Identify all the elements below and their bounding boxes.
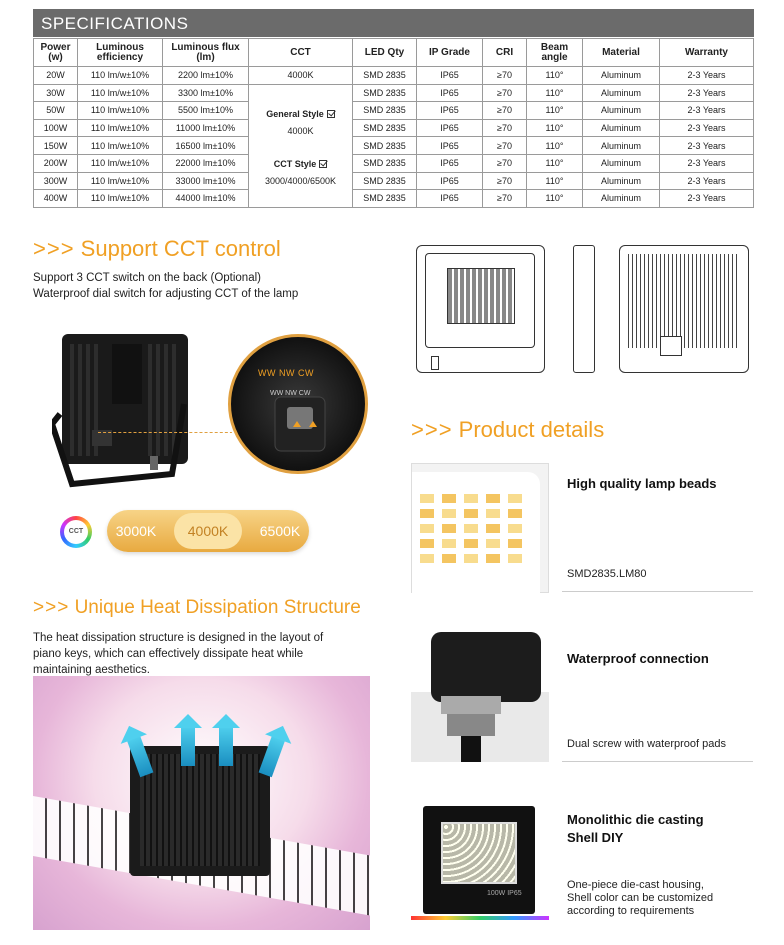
spec-cell-efficiency: 110 lm/w±10%	[78, 190, 163, 208]
detail-sub-shell: One-piece die-cast housing, Shell color can be customized according to requirements	[567, 879, 714, 917]
general-style-label: General Style	[266, 108, 324, 119]
col-material: Material	[583, 39, 660, 67]
cct-option-6500k: 6500K	[259, 523, 301, 539]
cct-line-2: Waterproof dial switch for adjusting CCT of the lamp	[33, 288, 299, 300]
spec-row	[34, 190, 754, 208]
cct-description	[33, 270, 298, 302]
spec-cell-cri: ≥70	[483, 190, 527, 208]
col-warranty: Warranty	[660, 39, 754, 67]
spec-cell-ip: IP65	[417, 154, 483, 172]
spec-cell-efficiency: 110 lm/w±10%	[78, 67, 163, 85]
spec-row	[34, 172, 754, 190]
cct-option-3000k: 3000K	[115, 523, 157, 539]
cct-option-4000k: 4000K	[174, 513, 242, 549]
col-led: LED Qty	[353, 39, 417, 67]
divider	[562, 591, 753, 592]
spec-cell-beam: 110°	[527, 84, 583, 102]
detail-sub-waterproof: Dual screw with waterproof pads	[567, 738, 726, 750]
spec-cell-power: 400W	[34, 190, 78, 208]
details-heading-text: Product details	[458, 417, 605, 442]
col-flux: Luminous flux (lm)	[163, 39, 249, 67]
col-beam: Beam angle	[527, 39, 583, 67]
spec-title: SPECIFICATIONS	[33, 9, 754, 37]
spec-cell-beam: 110°	[527, 154, 583, 172]
spec-cell-power: 20W	[34, 67, 78, 85]
spec-cell-cri: ≥70	[483, 172, 527, 190]
cct-rainbow-icon	[60, 516, 92, 548]
cct-heading-text: Support CCT control	[80, 236, 281, 261]
spec-row	[34, 84, 754, 102]
spec-cell-power: 200W	[34, 154, 78, 172]
spec-cell-cri: ≥70	[483, 154, 527, 172]
spec-cell-warranty: 2-3 Years	[660, 84, 754, 102]
spec-row	[34, 119, 754, 137]
spec-cell-material: Aluminum	[583, 190, 660, 208]
spec-cell-power: 100W	[34, 119, 78, 137]
spec-cell-cri: ≥70	[483, 84, 527, 102]
spec-cell-material: Aluminum	[583, 154, 660, 172]
heat-arrow-icon	[219, 726, 233, 766]
back-view-drawing	[619, 245, 749, 373]
detail-title-beads: High quality lamp beads	[567, 476, 717, 491]
detail-title-shell: Monolithic die casting Shell DIY	[567, 812, 704, 845]
spec-cell-warranty: 2-3 Years	[660, 172, 754, 190]
cct-options	[107, 510, 309, 552]
spec-cell-led: SMD 2835	[353, 154, 417, 172]
spec-cell-flux: 5500 lm±10%	[163, 102, 249, 120]
col-efficiency: Luminous efficiency	[78, 39, 163, 67]
spec-cell-efficiency: 110 lm/w±10%	[78, 84, 163, 102]
spec-cell-material: Aluminum	[583, 84, 660, 102]
spec-row	[34, 102, 754, 120]
spec-cell-flux: 22000 lm±10%	[163, 154, 249, 172]
spec-cell-warranty: 2-3 Years	[660, 190, 754, 208]
spec-cell-efficiency: 110 lm/w±10%	[78, 154, 163, 172]
spec-cell-ip: IP65	[417, 102, 483, 120]
spec-cell-beam: 110°	[527, 137, 583, 155]
detail-sub-beads: SMD2835.LM80	[567, 568, 647, 580]
general-style-value: 4000K	[287, 125, 314, 136]
spec-cell-beam: 110°	[527, 119, 583, 137]
heading-arrows: >>>	[33, 236, 75, 261]
spec-cell-warranty: 2-3 Years	[660, 102, 754, 120]
spec-cell-cri: ≥70	[483, 102, 527, 120]
spec-cell-efficiency: 110 lm/w±10%	[78, 102, 163, 120]
spec-cell-efficiency: 110 lm/w±10%	[78, 119, 163, 137]
spec-cell-flux: 3300 lm±10%	[163, 84, 249, 102]
spec-cell-led: SMD 2835	[353, 84, 417, 102]
details-heading	[411, 417, 604, 443]
heading-arrows: >>>	[411, 417, 453, 442]
lamp-beads-image	[411, 463, 549, 593]
spec-cell-flux: 33000 lm±10%	[163, 172, 249, 190]
spec-cell-material: Aluminum	[583, 137, 660, 155]
spec-cell-power: 150W	[34, 137, 78, 155]
spec-cell-flux: 11000 lm±10%	[163, 119, 249, 137]
col-cct: CCT	[249, 39, 353, 67]
cct-heading	[33, 236, 281, 262]
spec-cell-ip: IP65	[417, 137, 483, 155]
spec-cell-led: SMD 2835	[353, 102, 417, 120]
spec-header-row	[34, 39, 754, 67]
heat-heading	[33, 597, 361, 619]
spec-cell-flux: 16500 lm±10%	[163, 137, 249, 155]
spec-cell-beam: 110°	[527, 190, 583, 208]
heat-arrow-icon	[181, 726, 195, 766]
spec-cell-warranty: 2-3 Years	[660, 67, 754, 85]
cct-switch-labels-small: WW NW CW	[270, 390, 311, 397]
checkbox-icon	[319, 160, 327, 168]
spec-cell-power: 50W	[34, 102, 78, 120]
spec-cell-warranty: 2-3 Years	[660, 137, 754, 155]
spec-cell-material: Aluminum	[583, 67, 660, 85]
divider	[562, 761, 753, 762]
spec-cell-beam: 110°	[527, 102, 583, 120]
spec-cell-beam: 110°	[527, 67, 583, 85]
spec-cell-led: SMD 2835	[353, 137, 417, 155]
heat-heading-text: Unique Heat Dissipation Structure	[74, 597, 361, 618]
spec-cell-cct-default: 4000K	[249, 67, 353, 85]
spec-cell-led: SMD 2835	[353, 67, 417, 85]
spec-cell-ip: IP65	[417, 172, 483, 190]
cct-badge-text: CCT	[64, 520, 88, 544]
spec-cell-ip: IP65	[417, 84, 483, 102]
spec-cell-warranty: 2-3 Years	[660, 154, 754, 172]
side-view-drawing	[573, 245, 595, 373]
panel-label: 100W IP65	[487, 890, 522, 897]
spec-cell-material: Aluminum	[583, 102, 660, 120]
spec-cell-cct-styles	[249, 84, 353, 207]
spec-cell-flux: 2200 lm±10%	[163, 67, 249, 85]
col-cri: CRI	[483, 39, 527, 67]
spec-cell-led: SMD 2835	[353, 190, 417, 208]
spec-row	[34, 67, 754, 85]
cct-style-value: 3000/4000/6500K	[264, 175, 337, 186]
spec-cell-power: 300W	[34, 172, 78, 190]
col-ip: IP Grade	[417, 39, 483, 67]
col-power: Power (w)	[34, 39, 78, 67]
spec-cell-flux: 44000 lm±10%	[163, 190, 249, 208]
spec-cell-cri: ≥70	[483, 119, 527, 137]
checkbox-icon	[327, 110, 335, 118]
spec-cell-power: 30W	[34, 84, 78, 102]
heading-arrows: >>>	[33, 597, 70, 618]
lamp-back-image	[52, 334, 194, 492]
front-view-drawing	[416, 245, 545, 373]
spec-cell-cri: ≥70	[483, 137, 527, 155]
spec-cell-material: Aluminum	[583, 119, 660, 137]
heat-dissipation-image	[33, 676, 370, 930]
spec-cell-led: SMD 2835	[353, 119, 417, 137]
spec-cell-warranty: 2-3 Years	[660, 119, 754, 137]
spec-cell-cri: ≥70	[483, 67, 527, 85]
led-beads-grid	[420, 494, 522, 563]
spec-table	[33, 38, 754, 208]
cct-line-1: Support 3 CCT switch on the back (Optional)	[33, 272, 261, 284]
waterproof-connector-image	[411, 632, 549, 762]
cct-switch-labels: WW NW CW	[258, 368, 314, 378]
spec-cell-efficiency: 110 lm/w±10%	[78, 137, 163, 155]
detail-title-waterproof: Waterproof connection	[567, 651, 709, 666]
spec-cell-material: Aluminum	[583, 172, 660, 190]
zoom-connector	[98, 432, 238, 433]
spec-cell-ip: IP65	[417, 190, 483, 208]
spec-cell-ip: IP65	[417, 67, 483, 85]
heat-description: The heat dissipation structure is designed in the layout of piano keys, which can effectively dissipate heat while maintaining aesthetics.	[33, 632, 324, 676]
cct-style-label: CCT Style	[273, 158, 317, 169]
spec-row	[34, 137, 754, 155]
spec-cell-efficiency: 110 lm/w±10%	[78, 172, 163, 190]
spec-cell-beam: 110°	[527, 172, 583, 190]
die-cast-shell-image	[411, 800, 549, 930]
spec-cell-led: SMD 2835	[353, 172, 417, 190]
switch-zoom	[228, 334, 368, 474]
spec-cell-ip: IP65	[417, 119, 483, 137]
dial-switch-image	[231, 337, 365, 471]
spec-row	[34, 154, 754, 172]
